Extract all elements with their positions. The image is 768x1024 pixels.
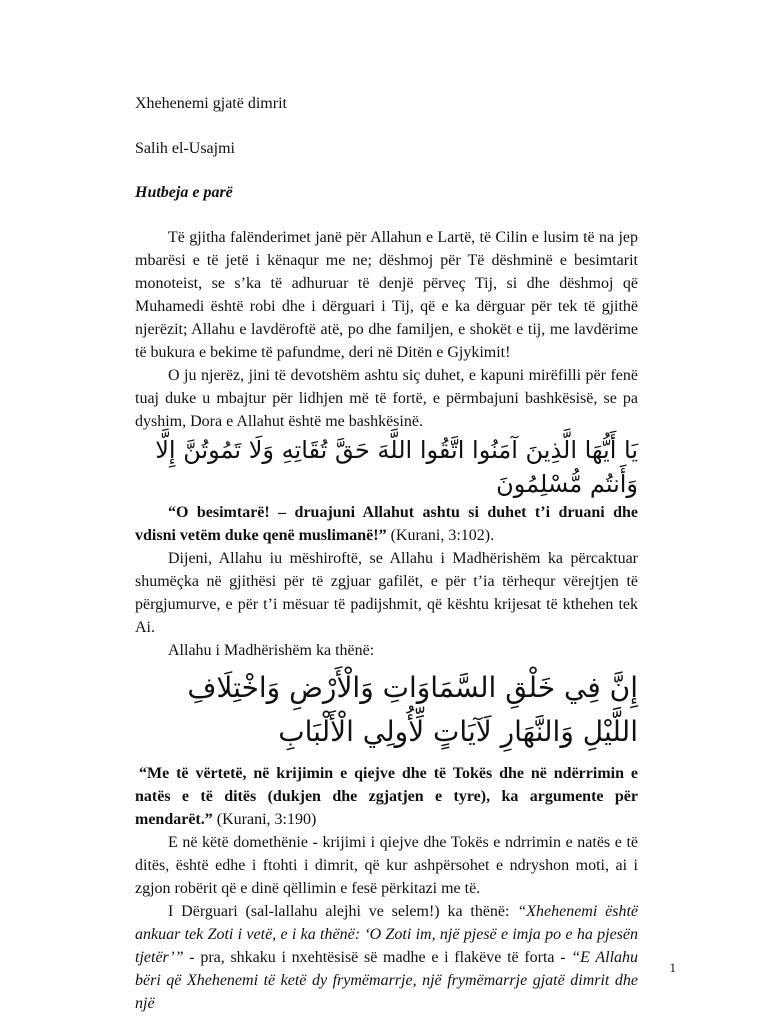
hadith-quote-2: “E Allahu bëri që Xhehenemi të ketë dy frymëmarrje, një frymëmarrje gjatë dimrit dhe një — [135, 949, 639, 1012]
paragraph-winter-cold: E në këtë domethënie - krijimi i qiejve dhe Tokës e ndrrimin e natës e të ditës, është edhe i ftohti i dimrit, që kur ashpërsohet e ndryshon moti, ai i zgjon robërit që e dinë qëllimin e fesë përkitazi me të. — [135, 834, 638, 897]
page-number: 1 — [669, 960, 676, 975]
paragraph-praise: Të gjitha falënderimet janë për Allahun e Lartë, të Cilin e lusim të na jep mbarësi e të jetë i kënaqur me ne; dëshmoj për Të dëshminë e besimtarit monoteist, se s’ka të adhuruar të denjë përveç Tij, si dhe dëshmoj që Muhamedi është robi dhe i dërguari i Tij, që e ka dërguar për tek të gjithë njerëzit; Allahu e lavdëroftë atë, po dhe familjen, e shokët e tij, me lavdërime të bukura e bekime të pafundme, deri në Ditën e Gjykimit! — [135, 229, 638, 361]
quote-3-102 — [135, 501, 638, 547]
hadith-middle: - pra, shkaku i nxehtësisë së madhe e i flakëve të forta - — [183, 949, 572, 966]
paragraph-allah-said: Allahu i Madhërishëm ka thënë: — [168, 642, 375, 659]
arabic-verse-3-190: إِنَّ فِي خَلْقِ السَّمَاوَاتِ وَالْأَرْضِ وَاخْتِلَافِ اللَّيْلِ وَالنَّهَارِ لَآيَاتٍ لِّأُولِي الْأَلْبَابِ — [187, 671, 638, 748]
paragraph-signs: Dijeni, Allahu iu mëshiroftë, se Allahu i Madhërishëm ka përcaktuar shumëçka në gjithësi për të zgjuar gafilët, e për t’ia tërhequr vërejtjen të përgjumurve, e për t’i mësuar të padijshmit, që kështu krijesat të kthehen tek Ai. — [135, 550, 638, 636]
section-heading: Hutbeja e parë — [135, 184, 233, 201]
paragraph-hadith — [135, 900, 638, 1015]
quote-3-190-reference: (Kurani, 3:190) — [212, 811, 317, 828]
paragraph-exhortation: O ju njerëz, jini të devotshëm ashtu siç duhet, e kapuni mirëfilli për fenë tuaj duke u mbajtur për lidhjen më të fortë, e përmbajuni bashkësisë, se pa dyshim, Dora e Allahut është me bashkësinë. — [135, 367, 638, 430]
document-title: Xhehenemi gjatë dimrit — [135, 95, 287, 112]
quote-3-102-text: “O besimtarë! – druajuni Allahut ashtu si duhet t’i druani dhe vdisni vetëm duke qenë muslimanë!” — [135, 504, 638, 544]
quote-3-190-text: “Me të vërtetë, në krijimin e qiejve dhe të Tokës dhe në ndërrimin e natës e të ditës (dukjen dhe zgjatjen e tyre), ka argumente për mendarët.” — [135, 765, 638, 828]
document-author: Salih el-Usajmi — [135, 140, 235, 157]
arabic-verse-3-102: يَا أَيُّهَا الَّذِينَ آمَنُوا اتَّقُوا اللَّهَ حَقَّ تُقَاتِهِ وَلَا تَمُوتُنَّ إِلَّا وَأَنتُم مُّسْلِمُونَ — [155, 436, 638, 498]
hadith-quote-1: “Xhehenemi është ankuar tek Zoti i vetë, e i ka thënë: ‘O Zoti im, një pjesë e imja po e ha pjesën tjetër’” — [135, 903, 638, 966]
hadith-intro: I Dërguari (sal-lallahu alejhi ve selem!) ka thënë: — [168, 903, 518, 920]
quote-3-102-reference: (Kurani, 3:102). — [386, 527, 495, 544]
quote-3-190 — [135, 762, 638, 831]
document-body — [135, 226, 638, 1015]
